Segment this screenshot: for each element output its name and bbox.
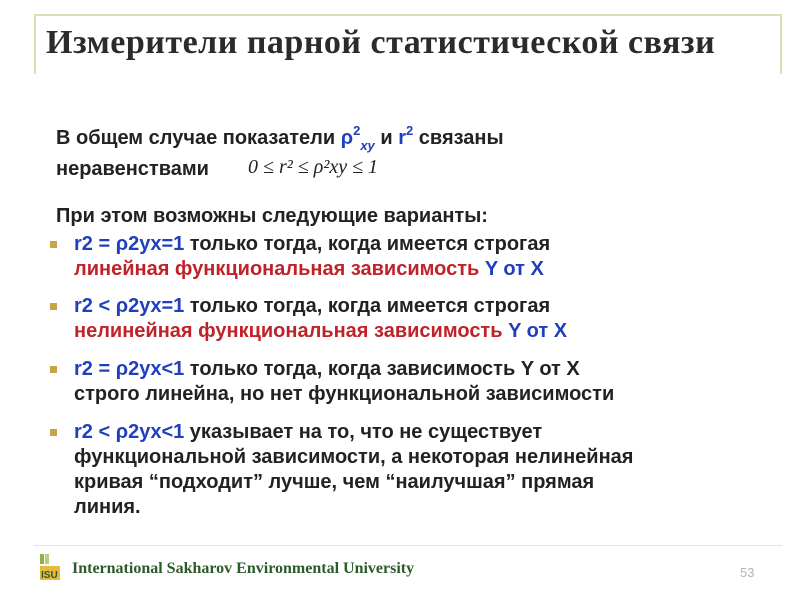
item-2-red-text: нелинейная функциональная зависимость xyxy=(74,320,503,342)
footer-university: International Sakharov Environmental University xyxy=(72,560,415,577)
item-4-text-2: функциональной зависимости, а некоторая нелинейная xyxy=(74,446,634,468)
item-3-formula: r2 = ρ2yx<1 xyxy=(74,358,185,380)
item-3-text-2: строго линейна, но нет функциональной зависимости xyxy=(74,383,615,405)
list-item-4 xyxy=(74,420,774,520)
item-4-text-3: кривая “подходит” лучше, чем “наилучшая” прямая xyxy=(74,471,595,493)
item-2-text-2: Y от X xyxy=(502,320,568,342)
list-item-3 xyxy=(74,357,774,407)
item-1-text-2: Y от X xyxy=(479,258,544,280)
svg-text:ISU: ISU xyxy=(41,570,58,581)
slide-title: Измерители парной статистической связи xyxy=(46,24,716,61)
title-frame-right xyxy=(780,14,782,74)
footer-divider xyxy=(34,545,782,546)
inequality-formula: 0 ≤ r² ≤ ρ²xy ≤ 1 xyxy=(248,156,379,178)
intro-r: $r^2$ xyxy=(398,123,414,149)
item-3-text: только тогда, когда зависимость Y от X xyxy=(184,358,580,380)
item-4-formula: r2 < ρ2yx<1 xyxy=(74,421,185,443)
title-frame-left xyxy=(34,14,36,74)
page-number: 53 xyxy=(740,565,755,580)
bullet-2 xyxy=(50,303,57,310)
bullet-3 xyxy=(50,366,57,373)
list-item-1 xyxy=(74,232,774,282)
intro-line-2: неравенствами xyxy=(56,158,209,180)
intro-text-a: В общем случае показатели xyxy=(56,127,341,149)
bullet-4 xyxy=(50,429,57,436)
intro-line-1 xyxy=(56,123,756,153)
item-2-text: только тогда, когда имеется строгая xyxy=(184,295,551,317)
item-1-text: только тогда, когда имеется строгая xyxy=(184,233,551,255)
item-2-formula: r2 < ρ2yx=1 xyxy=(74,295,185,317)
list-item-2 xyxy=(74,294,774,344)
item-1-formula: r2 = ρ2yx=1 xyxy=(74,233,185,255)
item-1-red-text: линейная функциональная зависимость xyxy=(74,258,480,280)
intro-rho: $\rho^2_{xy}$ xyxy=(340,123,375,153)
intro-and: и xyxy=(374,127,399,149)
title-frame-top xyxy=(34,14,782,16)
bullet-1 xyxy=(50,241,57,248)
intro-text-b: связаны xyxy=(413,127,504,149)
isu-logo-icon xyxy=(38,552,62,582)
variants-heading: При этом возможны следующие варианты: xyxy=(56,205,488,227)
item-4-text: указывает на то, что не существует xyxy=(184,421,543,443)
item-4-text-4: линия. xyxy=(74,496,141,518)
